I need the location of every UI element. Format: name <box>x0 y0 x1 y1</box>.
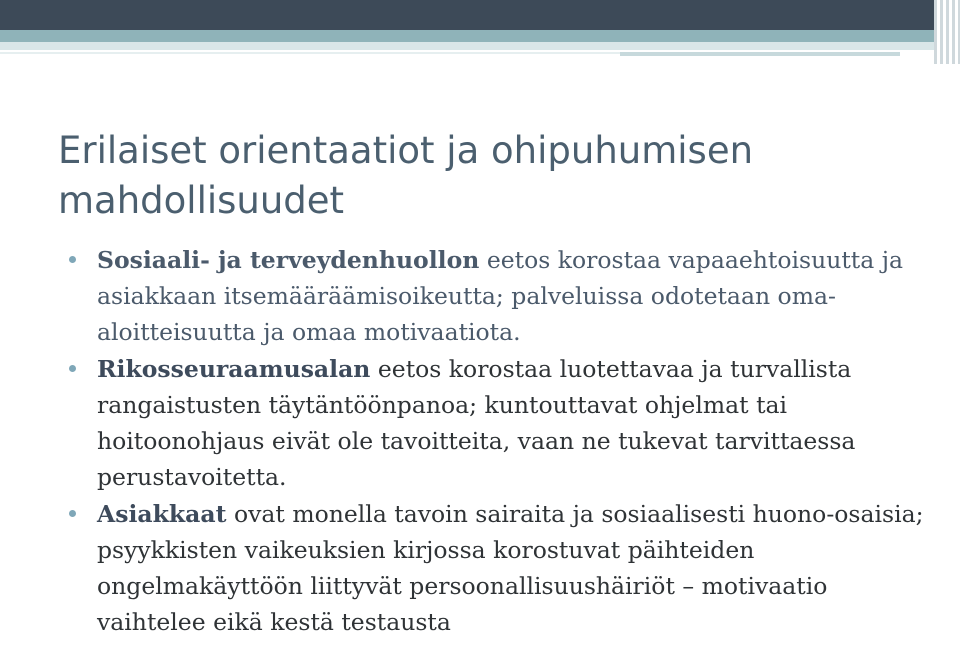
bullet-text: eetos korostaa vapaaehtoisuutta ja asiakkaan itsemääräämisoikeutta; palveluissa odotetaan oma-aloitteisuutta ja omaa motivaatiota. <box>97 246 904 346</box>
bullet-list <box>68 242 938 641</box>
bullet-text: eetos korostaa luotettavaa ja turvallista rangaistusten täytäntöönpanoa; kuntouttavat ohjelmat tai hoitoonohjaus eivät ole tavoitteita, vaan ne tukevat tarvittaessa perustavoitetta. <box>97 355 856 491</box>
header-line-right <box>620 52 900 56</box>
header-line-left <box>0 52 620 54</box>
bullet-item <box>68 242 938 350</box>
bullet-text: ovat monella tavoin sairaita ja sosiaalisesti huono-osaisia; psyykkisten vaikeuksien kirjossa korostuvat päihteiden ongelmakäyttöön liittyvät persoonallisuushäiriöt – motivaatio vaihtelee eikä kestä testausta <box>97 500 924 636</box>
bullet-item <box>68 496 938 640</box>
bullet-dot-icon <box>69 365 76 372</box>
header-band-light <box>0 42 960 50</box>
header-band-dark <box>0 0 960 30</box>
bullet-bold-lead: Sosiaali- ja terveydenhuollon <box>97 246 480 274</box>
header-stripes <box>934 0 960 64</box>
slide-title: Erilaiset orientaatiot ja ohipuhumisen mahdollisuudet <box>58 129 754 222</box>
header-band-teal <box>0 30 960 42</box>
bullet-dot-icon <box>69 256 76 263</box>
bullet-bold-lead: Asiakkaat <box>97 500 227 528</box>
bullet-dot-icon <box>69 510 76 517</box>
bullet-bold-lead: Rikosseuraamusalan <box>97 355 371 383</box>
bullet-item <box>68 351 938 495</box>
